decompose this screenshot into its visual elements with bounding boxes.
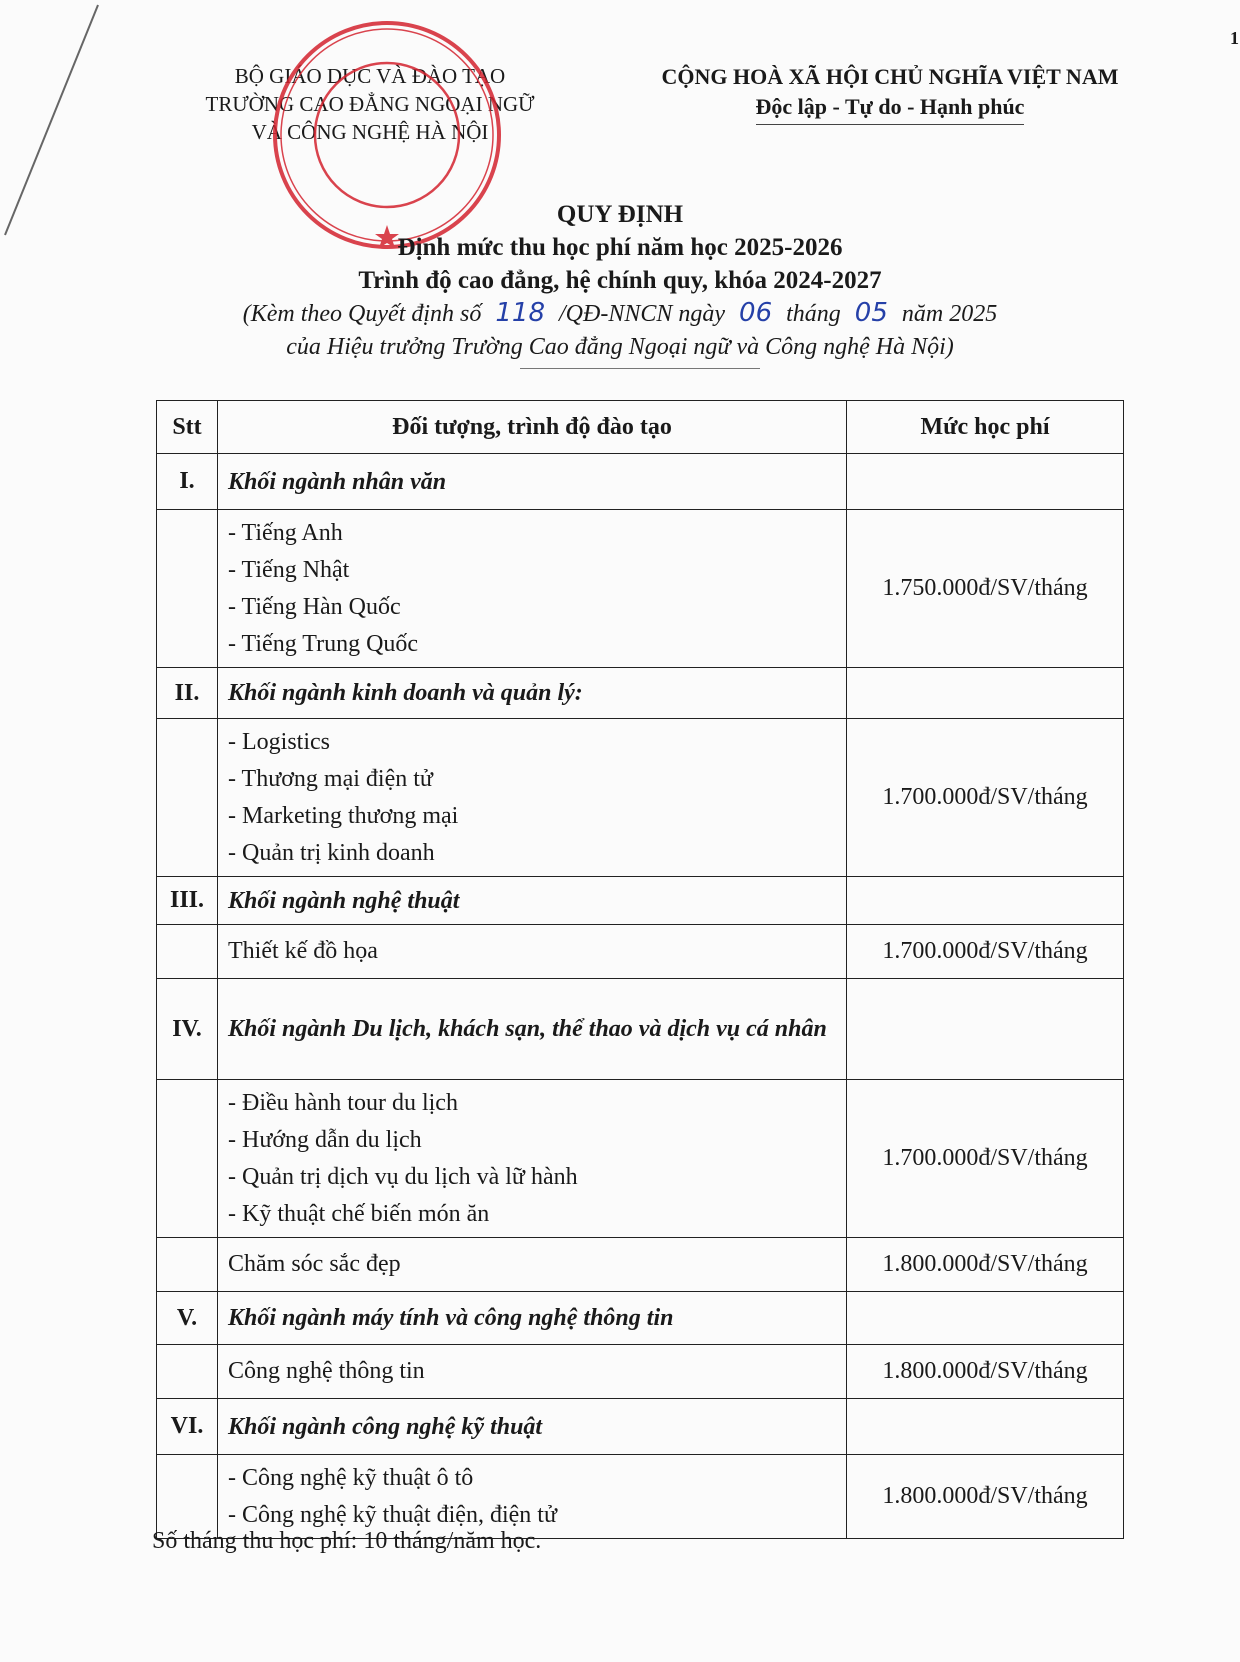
fee-value: 1.800.000đ/SV/tháng bbox=[847, 1238, 1124, 1292]
category-number: II. bbox=[157, 668, 218, 719]
col-fee: Mức học phí bbox=[847, 401, 1124, 454]
category-number: IV. bbox=[157, 979, 218, 1080]
fee-value: 1.700.000đ/SV/tháng bbox=[847, 1080, 1124, 1238]
category-name: Khối ngành công nghệ kỹ thuật bbox=[218, 1399, 847, 1455]
category-number: V. bbox=[157, 1292, 218, 1345]
program-item: - Thương mại điện tử bbox=[228, 765, 433, 792]
table-row bbox=[157, 1455, 1124, 1539]
program-item: - Tiếng Trung Quốc bbox=[228, 630, 419, 657]
program-list bbox=[218, 1238, 847, 1292]
program-item: Chăm sóc sắc đẹp bbox=[228, 1251, 401, 1277]
program-item: - Kỹ thuật chế biến món ăn bbox=[228, 1200, 490, 1227]
program-item: - Tiếng Hàn Quốc bbox=[228, 593, 401, 620]
program-item: - Điều hành tour du lịch bbox=[228, 1089, 458, 1116]
document-title bbox=[0, 198, 1240, 297]
category-name: Khối ngành nhân văn bbox=[218, 454, 847, 510]
republic-name: CỘNG HOÀ XÃ HỘI CHỦ NGHĨA VIỆT NAM bbox=[661, 64, 1119, 89]
category-fee-empty bbox=[847, 1399, 1124, 1455]
table-row bbox=[157, 1238, 1124, 1292]
category-name: Khối ngành kinh doanh và quản lý: bbox=[218, 668, 847, 719]
category-name: Khối ngành máy tính và công nghệ thông tin bbox=[218, 1292, 847, 1345]
school-name-line2: VÀ CÔNG NGHỆ HÀ NỘI bbox=[251, 120, 489, 144]
fee-value: 1.750.000đ/SV/tháng bbox=[847, 510, 1124, 668]
table-row bbox=[157, 1080, 1124, 1238]
fee-value: 1.800.000đ/SV/tháng bbox=[847, 1345, 1124, 1399]
table-row bbox=[157, 510, 1124, 668]
stt-empty bbox=[157, 510, 218, 668]
category-row bbox=[157, 1399, 1124, 1455]
fee-value: 1.700.000đ/SV/tháng bbox=[847, 925, 1124, 979]
title-main: QUY ĐỊNH bbox=[556, 201, 684, 228]
motto: Độc lập - Tự do - Hạnh phúc bbox=[756, 92, 1025, 125]
table-row bbox=[157, 1345, 1124, 1399]
program-list bbox=[218, 925, 847, 979]
category-number: VI. bbox=[157, 1399, 218, 1455]
table-row bbox=[157, 925, 1124, 979]
category-fee-empty bbox=[847, 1292, 1124, 1345]
program-list bbox=[218, 1345, 847, 1399]
program-list bbox=[218, 1080, 847, 1238]
category-fee-empty bbox=[847, 877, 1124, 925]
col-subject: Đối tượng, trình độ đào tạo bbox=[218, 401, 847, 454]
stt-empty bbox=[157, 1238, 218, 1292]
category-fee-empty bbox=[847, 668, 1124, 719]
school-name-line1: TRƯỜNG CAO ĐẲNG NGOẠI NGỮ bbox=[205, 92, 535, 116]
stt-empty bbox=[157, 1080, 218, 1238]
category-fee-empty bbox=[847, 979, 1124, 1080]
category-row bbox=[157, 979, 1124, 1080]
title-line2: Trình độ cao đẳng, hệ chính quy, khóa 2024-2027 bbox=[358, 267, 882, 294]
program-item: Thiết kế đồ họa bbox=[228, 938, 378, 964]
table-row bbox=[157, 719, 1124, 877]
handwritten-month: 05 bbox=[854, 298, 888, 328]
category-row bbox=[157, 1292, 1124, 1345]
program-item: - Marketing thương mại bbox=[228, 802, 459, 829]
ref-text: (Kèm theo Quyết định số bbox=[242, 301, 482, 327]
category-row bbox=[157, 668, 1124, 719]
program-item: - Logistics bbox=[228, 728, 330, 755]
category-number: III. bbox=[157, 877, 218, 925]
program-item: - Công nghệ kỹ thuật ô tô bbox=[228, 1464, 474, 1491]
fee-value: 1.800.000đ/SV/tháng bbox=[847, 1455, 1124, 1539]
title-line1: Định mức thu học phí năm học 2025-2026 bbox=[397, 234, 843, 261]
program-item: - Tiếng Anh bbox=[228, 519, 343, 546]
program-list bbox=[218, 1455, 847, 1539]
decision-reference bbox=[0, 297, 1240, 364]
category-number: I. bbox=[157, 454, 218, 510]
ref-text: tháng bbox=[786, 301, 841, 327]
program-item: - Quản trị kinh doanh bbox=[228, 839, 435, 866]
category-row bbox=[157, 454, 1124, 510]
program-item: - Quản trị dịch vụ du lịch và lữ hành bbox=[228, 1163, 578, 1190]
page-edge-mark: 1 bbox=[1230, 28, 1239, 48]
ref-text: năm 2025 bbox=[901, 301, 998, 327]
category-row bbox=[157, 877, 1124, 925]
table-header-row bbox=[157, 401, 1124, 454]
program-item: - Tiếng Nhật bbox=[228, 556, 350, 583]
program-item: - Hướng dẫn du lịch bbox=[228, 1126, 422, 1153]
stt-empty bbox=[157, 719, 218, 877]
stt-empty bbox=[157, 1345, 218, 1399]
handwritten-day: 06 bbox=[739, 298, 773, 328]
col-stt: Stt bbox=[157, 401, 218, 454]
category-fee-empty bbox=[847, 454, 1124, 510]
national-header bbox=[630, 62, 1150, 125]
stt-empty bbox=[157, 925, 218, 979]
footnote: Số tháng thu học phí: 10 tháng/năm học. bbox=[152, 1528, 542, 1554]
program-list bbox=[218, 719, 847, 877]
category-name: Khối ngành nghệ thuật bbox=[218, 877, 847, 925]
program-item: - Công nghệ kỹ thuật điện, điện tử bbox=[228, 1501, 557, 1528]
program-item: Công nghệ thông tin bbox=[228, 1358, 425, 1384]
ref-line2: của Hiệu trưởng Trường Cao đẳng Ngoại ngữ và Công nghệ Hà Nội) bbox=[286, 334, 954, 360]
fee-value: 1.700.000đ/SV/tháng bbox=[847, 719, 1124, 877]
category-name: Khối ngành Du lịch, khách sạn, thể thao và dịch vụ cá nhân bbox=[218, 979, 847, 1080]
divider bbox=[520, 368, 760, 369]
ref-text: /QĐ-NNCN ngày bbox=[559, 301, 726, 327]
ministry-name: BỘ GIÁO DỤC VÀ ĐÀO TẠO bbox=[234, 64, 506, 88]
program-list bbox=[218, 510, 847, 668]
handwritten-decision-number: 118 bbox=[495, 298, 546, 328]
stt-empty bbox=[157, 1455, 218, 1539]
tuition-table bbox=[156, 400, 1124, 1539]
